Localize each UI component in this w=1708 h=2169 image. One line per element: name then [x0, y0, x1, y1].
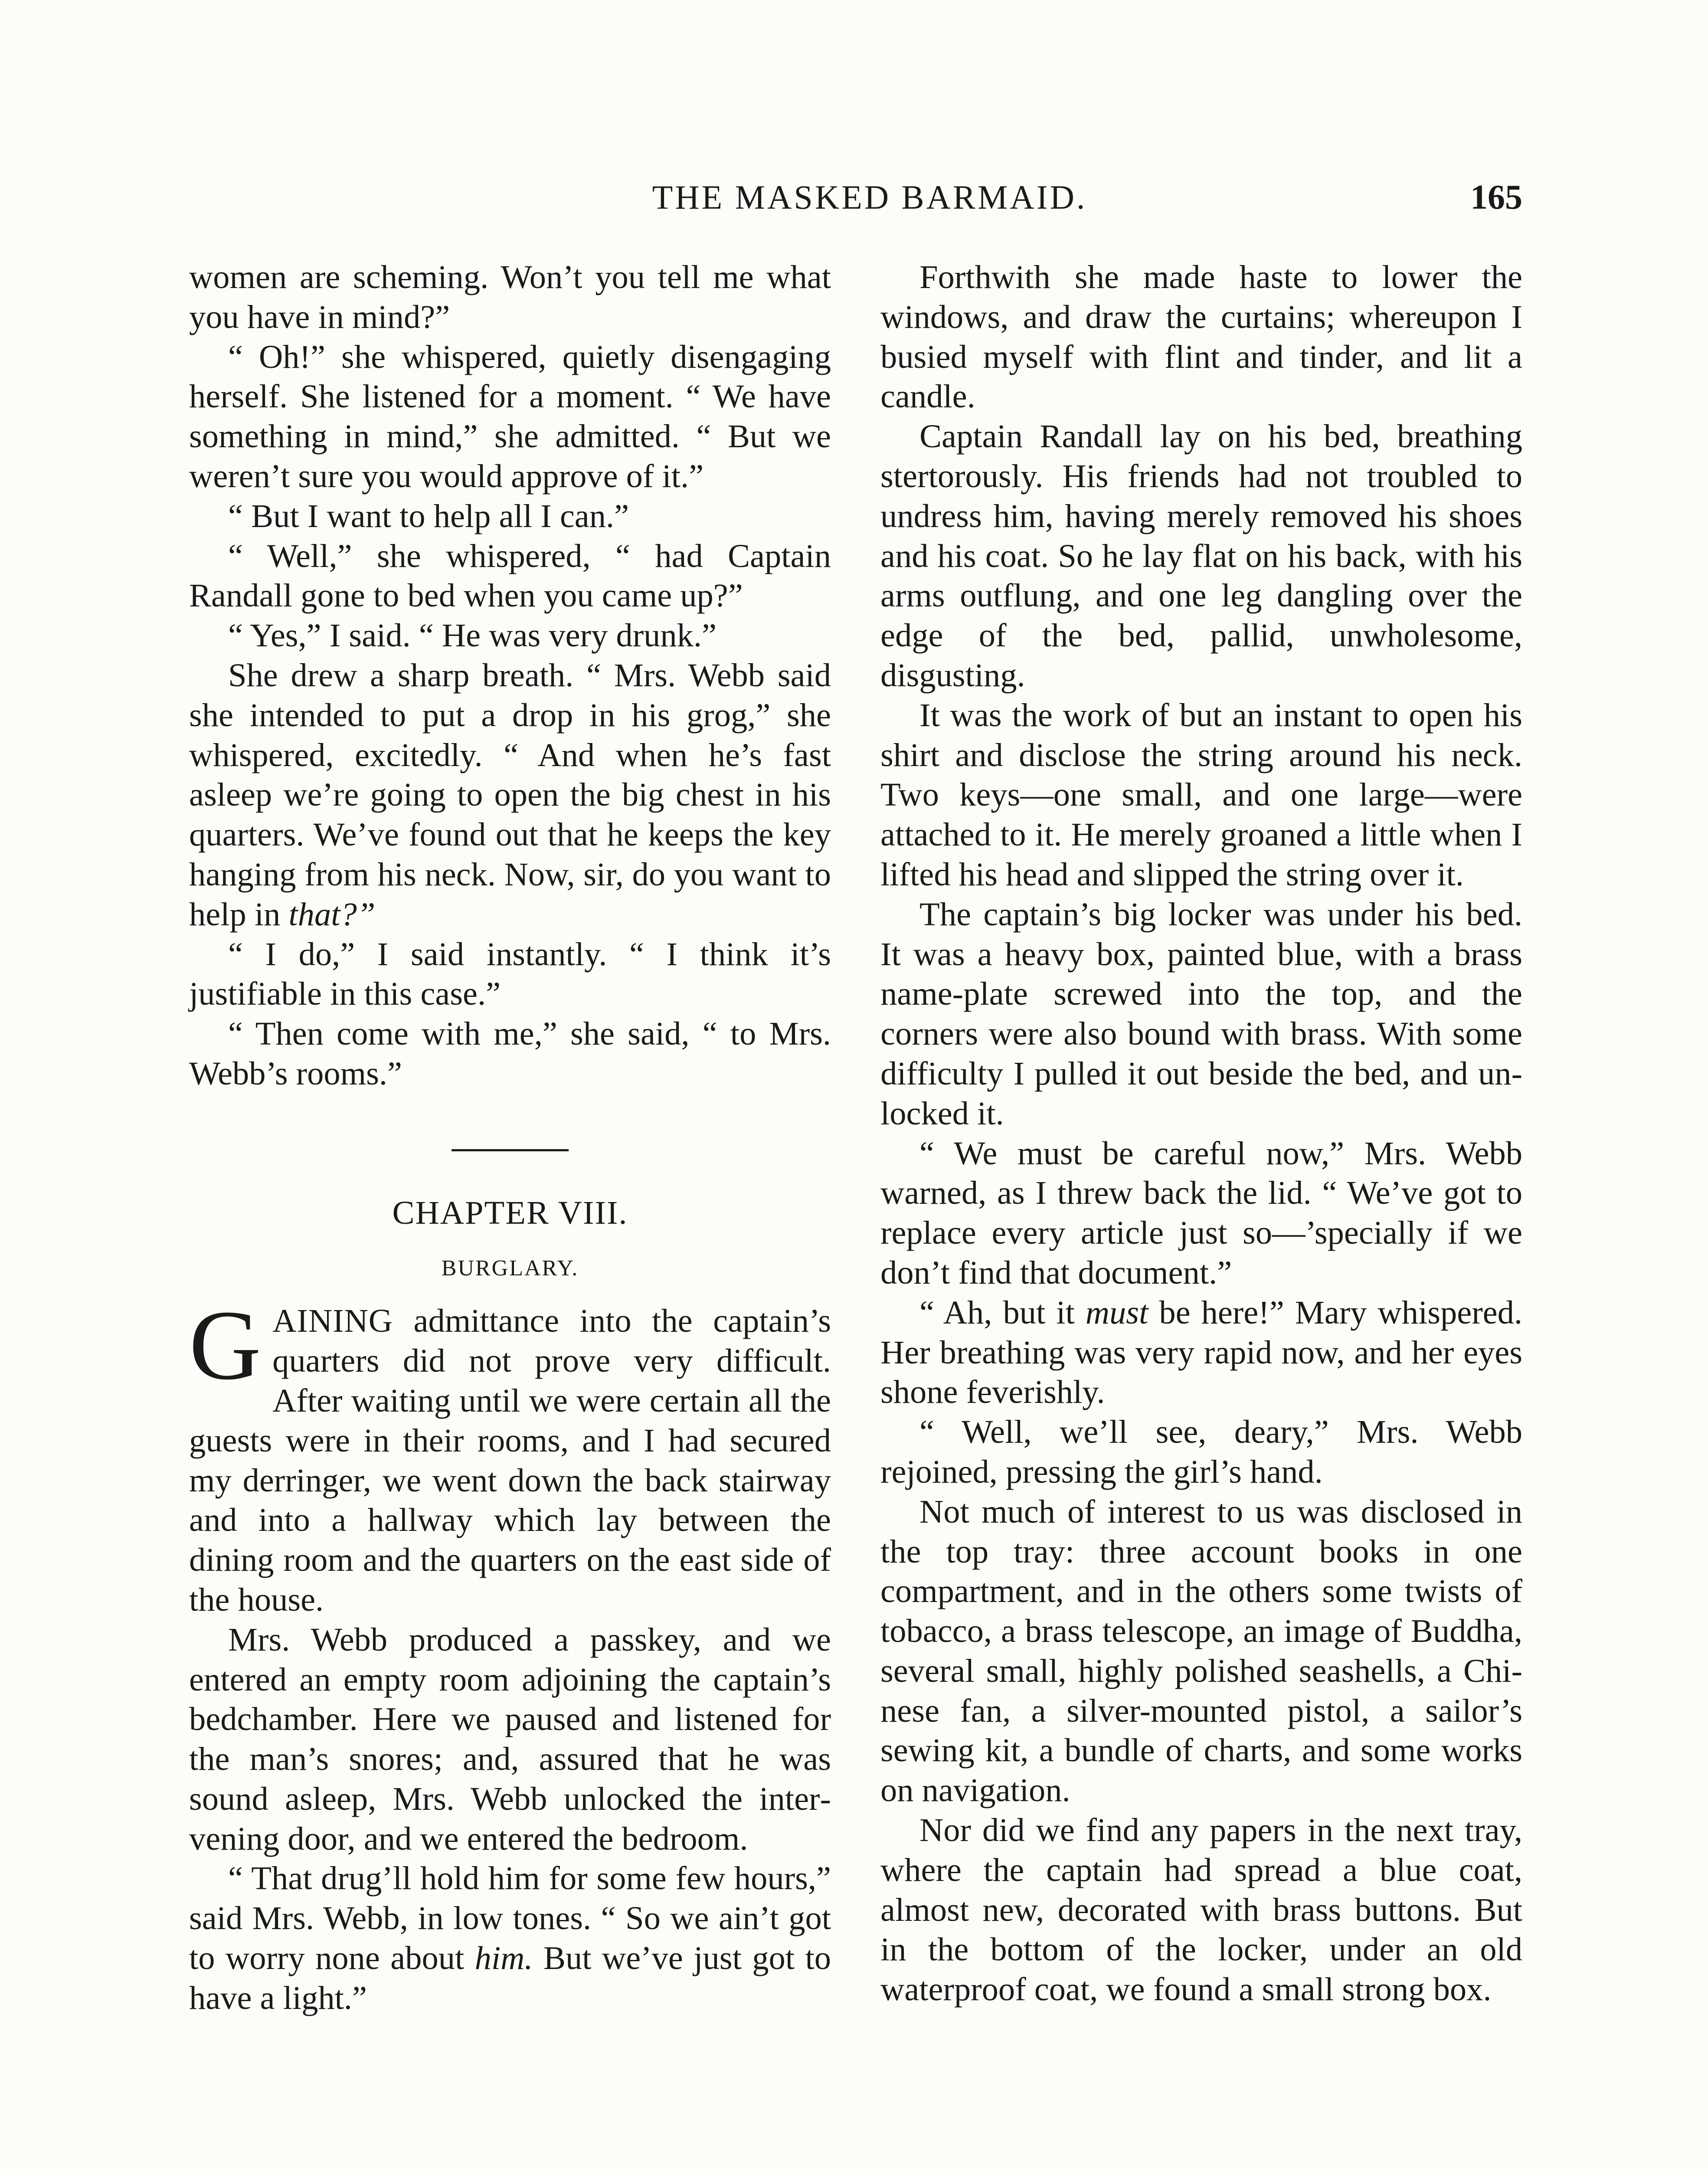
paragraph: The captain’s big locker was under his bed. It was a heavy box, painted blue, with a brass name-plate screwed into the top, and the corners were also bound with brass. With some difficulty I pulled it out beside the bed, and unlocked it.	[880, 895, 1522, 1132]
paragraph: “ We must be careful now,” Mrs. Webb warned, as I threw back the lid. “ We’ve got to replace every article just so—’specially if we don’t find that document.”	[880, 1134, 1522, 1291]
right-column	[880, 257, 1522, 2009]
paragraph: women are scheming. Won’t you tell me what you have in mind?”	[189, 259, 831, 335]
paragraph: “ Oh!” she whispered, quietly disengaging herself. She listened for a moment. “ We have something in mind,” she admitted. “ But we weren’t sure you would approve of it.”	[189, 338, 831, 495]
italic-word: must	[1085, 1294, 1148, 1331]
opening-paragraph	[189, 1290, 831, 1619]
opening-words: AINING	[272, 1302, 393, 1340]
running-title: THE MASKED BARMAID.	[652, 178, 1087, 216]
paragraph: Forthwith she made haste to lower the windows, and draw the curtains; whereupon I busied myself with flint and tinder, and lit a candle.	[880, 259, 1522, 415]
paragraph: “ Yes,” I said. “ He was very drunk.”	[228, 617, 717, 654]
paragraph: Not much of interest to us was disclosed in the top tray: three account books in one compartment, and in the others some twists of tobacco, a brass telescope, an image of Buddha, several small, highly polished seashells, a Chinese fan, a silver-mounted pistol, a sailor’s sewing kit, a bundle of charts, and some works on navigation.	[880, 1493, 1522, 1809]
paragraph-text: admittance into the captain’s quarters did not prove very difficult. After waiting until we were certain all the guests were in their rooms, and I had secured my derringer, we went down the back stairway and into a hallway which lay between the dining room and the quarters on the east side of the house.	[189, 1302, 831, 1618]
paragraph-text: But we’ve just got to have a light.”	[189, 1940, 831, 2016]
paragraph: Nor did we find any papers in the next tray, where the captain had spread a blue coat, almost new, decorated with brass buttons. But in the bottom of the locker, under an old waterproof coat, we found a small strong box.	[880, 1812, 1522, 2008]
section-divider	[452, 1149, 569, 1151]
paragraph-text: She drew a sharp breath. “ Mrs. Webb said she intended to put a drop in his grog,” she whispered, excitedly. “ And when he’s fast asleep we’re going to open the big chest in his quarters. We’ve found out that he keeps the key hanging from his neck. Now, sir, do you want to help in	[189, 656, 831, 933]
left-column	[189, 257, 831, 2018]
drop-cap: G	[189, 1290, 262, 1401]
paragraph: “ Well,” she whispered, “ had Captain Randall gone to bed when you came up?”	[189, 537, 831, 614]
paragraph: “ Then come with me,” she said, “ to Mrs. Webb’s rooms.”	[189, 1015, 831, 1092]
paragraph	[880, 1293, 1522, 1412]
paragraph: “ But I want to help all I can.”	[228, 497, 629, 534]
italic-word: him.	[474, 1940, 533, 1977]
paragraph	[189, 655, 831, 934]
paragraph	[189, 1858, 831, 2018]
paragraph: It was the work of but an instant to open his shirt and disclose the string around his neck. Two keys—one small, and one large—were attached to it. He merely groaned a little when I lifted his head and slipped the string over it.	[880, 696, 1522, 893]
chapter-subtitle: BURGLARY.	[441, 1255, 579, 1281]
italic-word: that?”	[288, 895, 376, 933]
page-number: 165	[1470, 178, 1522, 216]
paragraph: “ I do,” I said instantly. “ I think it’s justifiable in this case.”	[189, 935, 831, 1012]
paragraph: Mrs. Webb produced a passkey, and we entered an empty room adjoining the captain’s bedchamber. Here we paused and listened for the man’s snores; and, assured that he was sound asleep, Mrs. Webb unlocked the intervening door, and we entered the bedroom.	[189, 1621, 831, 1857]
chapter-title: CHAPTER VIII.	[392, 1194, 628, 1231]
paragraph-text: “ Ah, but it	[919, 1294, 1086, 1331]
paragraph: Captain Randall lay on his bed, breathing stertorously. His friends had not troubled to undress him, having merely removed his shoes and his coat. So he lay flat on his back, with his arms outflung, and one leg dangling over the edge of the bed, pallid, unwholesome, disgusting.	[880, 418, 1522, 694]
paragraph-text: be here!” Mary whispered. Her breathing was very rapid now, and her eyes shone feverishly.	[880, 1294, 1522, 1411]
page-header	[187, 174, 1522, 221]
paragraph: “ Well, we’ll see, deary,” Mrs. Webb rejoined, pressing the girl’s hand.	[880, 1413, 1522, 1490]
paragraph-text: “ That drug’ll hold him for some few hours,” said Mrs. Webb, in low tones. “ So we ain’t got to worry none about	[189, 1860, 831, 1977]
